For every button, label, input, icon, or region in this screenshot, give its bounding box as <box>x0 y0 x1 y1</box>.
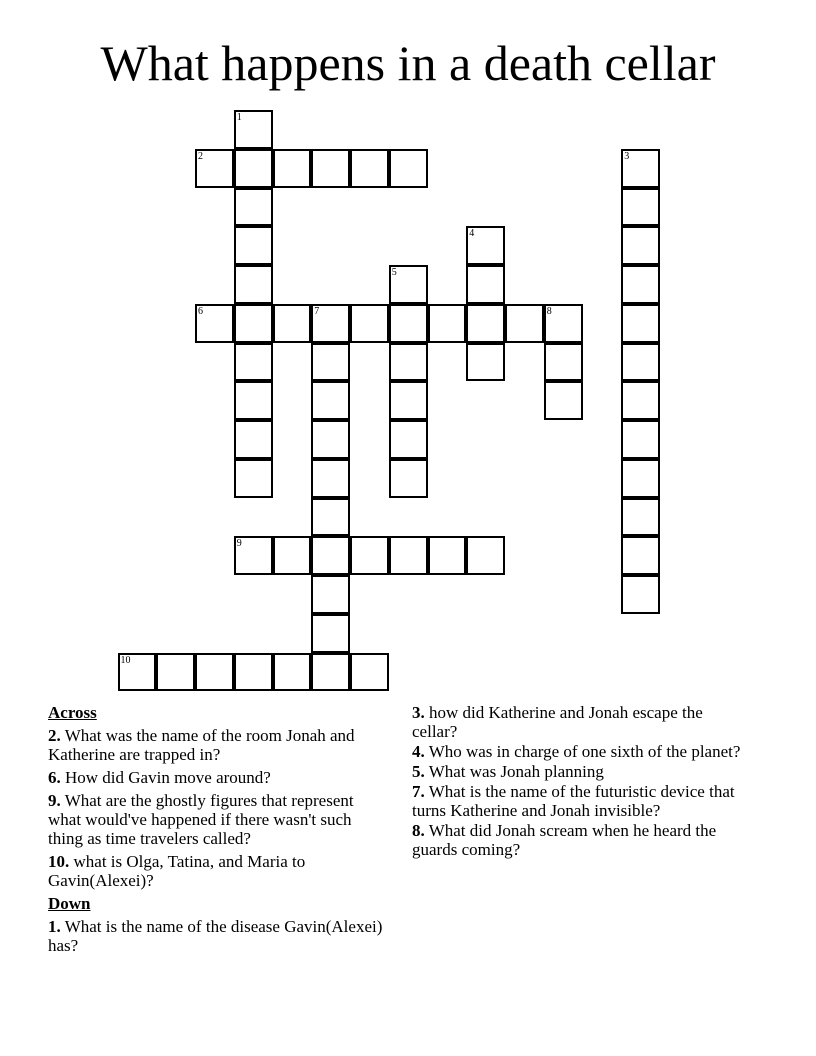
grid-cell[interactable] <box>621 459 660 498</box>
cell-number: 3 <box>624 150 630 162</box>
cell-number: 1 <box>236 112 242 123</box>
grid-cell[interactable] <box>273 304 312 343</box>
grid-cell[interactable] <box>311 459 350 498</box>
clue-down-8 <box>412 821 752 859</box>
grid-cell[interactable] <box>311 304 350 343</box>
grid-cell[interactable] <box>273 149 312 188</box>
clue-text: What is the name of the disease Gavin(Alexei) has? <box>48 917 383 955</box>
grid-cell[interactable] <box>621 149 660 188</box>
grid-cell[interactable] <box>621 420 660 459</box>
clue-number: 10. <box>48 852 70 871</box>
clue-text: What was the name of the room Jonah and Katherine are trapped in? <box>48 726 355 764</box>
grid-cell[interactable] <box>350 653 389 692</box>
clue-across-6 <box>48 768 388 787</box>
clue-number: 2. <box>48 726 61 745</box>
clue-number: 6. <box>48 768 61 787</box>
grid-cell[interactable] <box>621 226 660 265</box>
clue-text: Who was in charge of one sixth of the planet? <box>424 742 741 761</box>
cell-number: 8 <box>546 305 552 317</box>
grid-cell[interactable] <box>234 265 273 304</box>
grid-cell[interactable] <box>350 536 389 575</box>
grid-cell[interactable] <box>389 536 428 575</box>
grid-cell[interactable] <box>621 498 660 537</box>
clue-number: 8. <box>412 821 425 840</box>
grid-cell[interactable] <box>621 343 660 382</box>
clue-down-4 <box>412 742 752 761</box>
clue-down-7 <box>412 782 752 820</box>
grid-cell[interactable] <box>389 265 428 304</box>
grid-cell[interactable] <box>389 343 428 382</box>
grid-cell[interactable] <box>544 381 583 420</box>
down-heading: Down <box>48 894 91 913</box>
grid-cell[interactable] <box>466 226 505 265</box>
grid-cell[interactable] <box>311 343 350 382</box>
grid-cell[interactable] <box>311 498 350 537</box>
clue-number: 4. <box>412 742 425 761</box>
cell-number: 9 <box>236 538 242 550</box>
grid-cell[interactable] <box>234 343 273 382</box>
grid-cell[interactable] <box>389 381 428 420</box>
cell-number: 10 <box>120 654 131 666</box>
clue-across-10 <box>48 852 388 890</box>
clue-text: What are the ghostly figures that represent what would've happened if there wasn't such thing as time travelers called? <box>48 791 354 848</box>
grid-cell[interactable] <box>311 614 350 653</box>
grid-cell[interactable] <box>544 304 583 343</box>
grid-cell[interactable] <box>621 381 660 420</box>
cell-number: 2 <box>198 150 203 162</box>
grid-cell[interactable] <box>621 188 660 227</box>
grid-cell[interactable] <box>311 536 350 575</box>
clues-left-column <box>48 703 388 959</box>
grid-cell[interactable] <box>311 653 350 692</box>
clue-number: 3. <box>412 703 425 722</box>
clue-number: 9. <box>48 791 61 810</box>
across-heading: Across <box>48 703 97 722</box>
grid-cell[interactable] <box>466 265 505 304</box>
grid-cell[interactable] <box>311 149 350 188</box>
clue-text: What is the name of the futuristic device that turns Katherine and Jonah invisible? <box>412 782 735 820</box>
clue-text: how did Katherine and Jonah escape the cellar? <box>412 703 703 741</box>
grid-cell[interactable] <box>234 420 273 459</box>
grid-cell[interactable] <box>544 343 583 382</box>
grid-cell[interactable] <box>621 536 660 575</box>
grid-cell[interactable] <box>273 653 312 692</box>
grid-cell[interactable] <box>118 653 157 692</box>
clue-down-3 <box>412 703 752 741</box>
grid-cell[interactable] <box>234 381 273 420</box>
clue-number: 7. <box>412 782 425 801</box>
grid-cell[interactable] <box>195 653 234 692</box>
grid-cell[interactable] <box>389 459 428 498</box>
grid-cell[interactable] <box>195 149 234 188</box>
grid-cell[interactable] <box>234 188 273 227</box>
grid-cell[interactable] <box>621 575 660 614</box>
clue-down-1 <box>48 917 388 955</box>
grid-cell[interactable] <box>466 536 505 575</box>
cell-number: 6 <box>198 305 203 317</box>
grid-cell[interactable] <box>234 653 273 692</box>
clue-across-9 <box>48 791 388 848</box>
grid-cell[interactable] <box>311 420 350 459</box>
grid-cell[interactable] <box>156 653 195 692</box>
clues-right-column <box>412 703 752 860</box>
clue-across-2 <box>48 726 388 764</box>
grid-cell[interactable] <box>505 304 544 343</box>
grid-cell[interactable] <box>350 149 389 188</box>
clue-text: What did Jonah scream when he heard the guards coming? <box>412 821 717 859</box>
clue-number: 1. <box>48 917 61 936</box>
grid-cell[interactable] <box>466 304 505 343</box>
clue-text: What was Jonah planning <box>424 762 604 781</box>
clue-down-5 <box>412 762 752 781</box>
grid-cell[interactable] <box>389 420 428 459</box>
grid-cell[interactable] <box>234 459 273 498</box>
grid-cell[interactable] <box>389 304 428 343</box>
grid-cell[interactable] <box>311 381 350 420</box>
grid-cell[interactable] <box>234 304 273 343</box>
grid-cell[interactable] <box>234 226 273 265</box>
cell-number: 7 <box>314 305 320 317</box>
clue-number: 5. <box>412 762 425 781</box>
clue-text: what is Olga, Tatina, and Maria to Gavin(Alexei)? <box>48 852 306 890</box>
grid-cell[interactable] <box>389 149 428 188</box>
grid-cell[interactable] <box>234 536 273 575</box>
grid-cell[interactable] <box>234 149 273 188</box>
grid-cell[interactable] <box>311 575 350 614</box>
cell-number: 4 <box>469 228 475 240</box>
grid-cell[interactable] <box>273 536 312 575</box>
clue-text: How did Gavin move around? <box>60 768 271 787</box>
grid-cell[interactable] <box>350 304 389 343</box>
grid-cell[interactable] <box>234 110 273 149</box>
grid-cell[interactable] <box>195 304 234 343</box>
cell-number: 5 <box>391 267 397 278</box>
puzzle-title: What happens in a death cellar <box>100 35 716 91</box>
grid-cell[interactable] <box>428 536 467 575</box>
grid-cell[interactable] <box>621 304 660 343</box>
grid-cell[interactable] <box>428 304 467 343</box>
grid-cell[interactable] <box>621 265 660 304</box>
grid-cell[interactable] <box>466 343 505 382</box>
